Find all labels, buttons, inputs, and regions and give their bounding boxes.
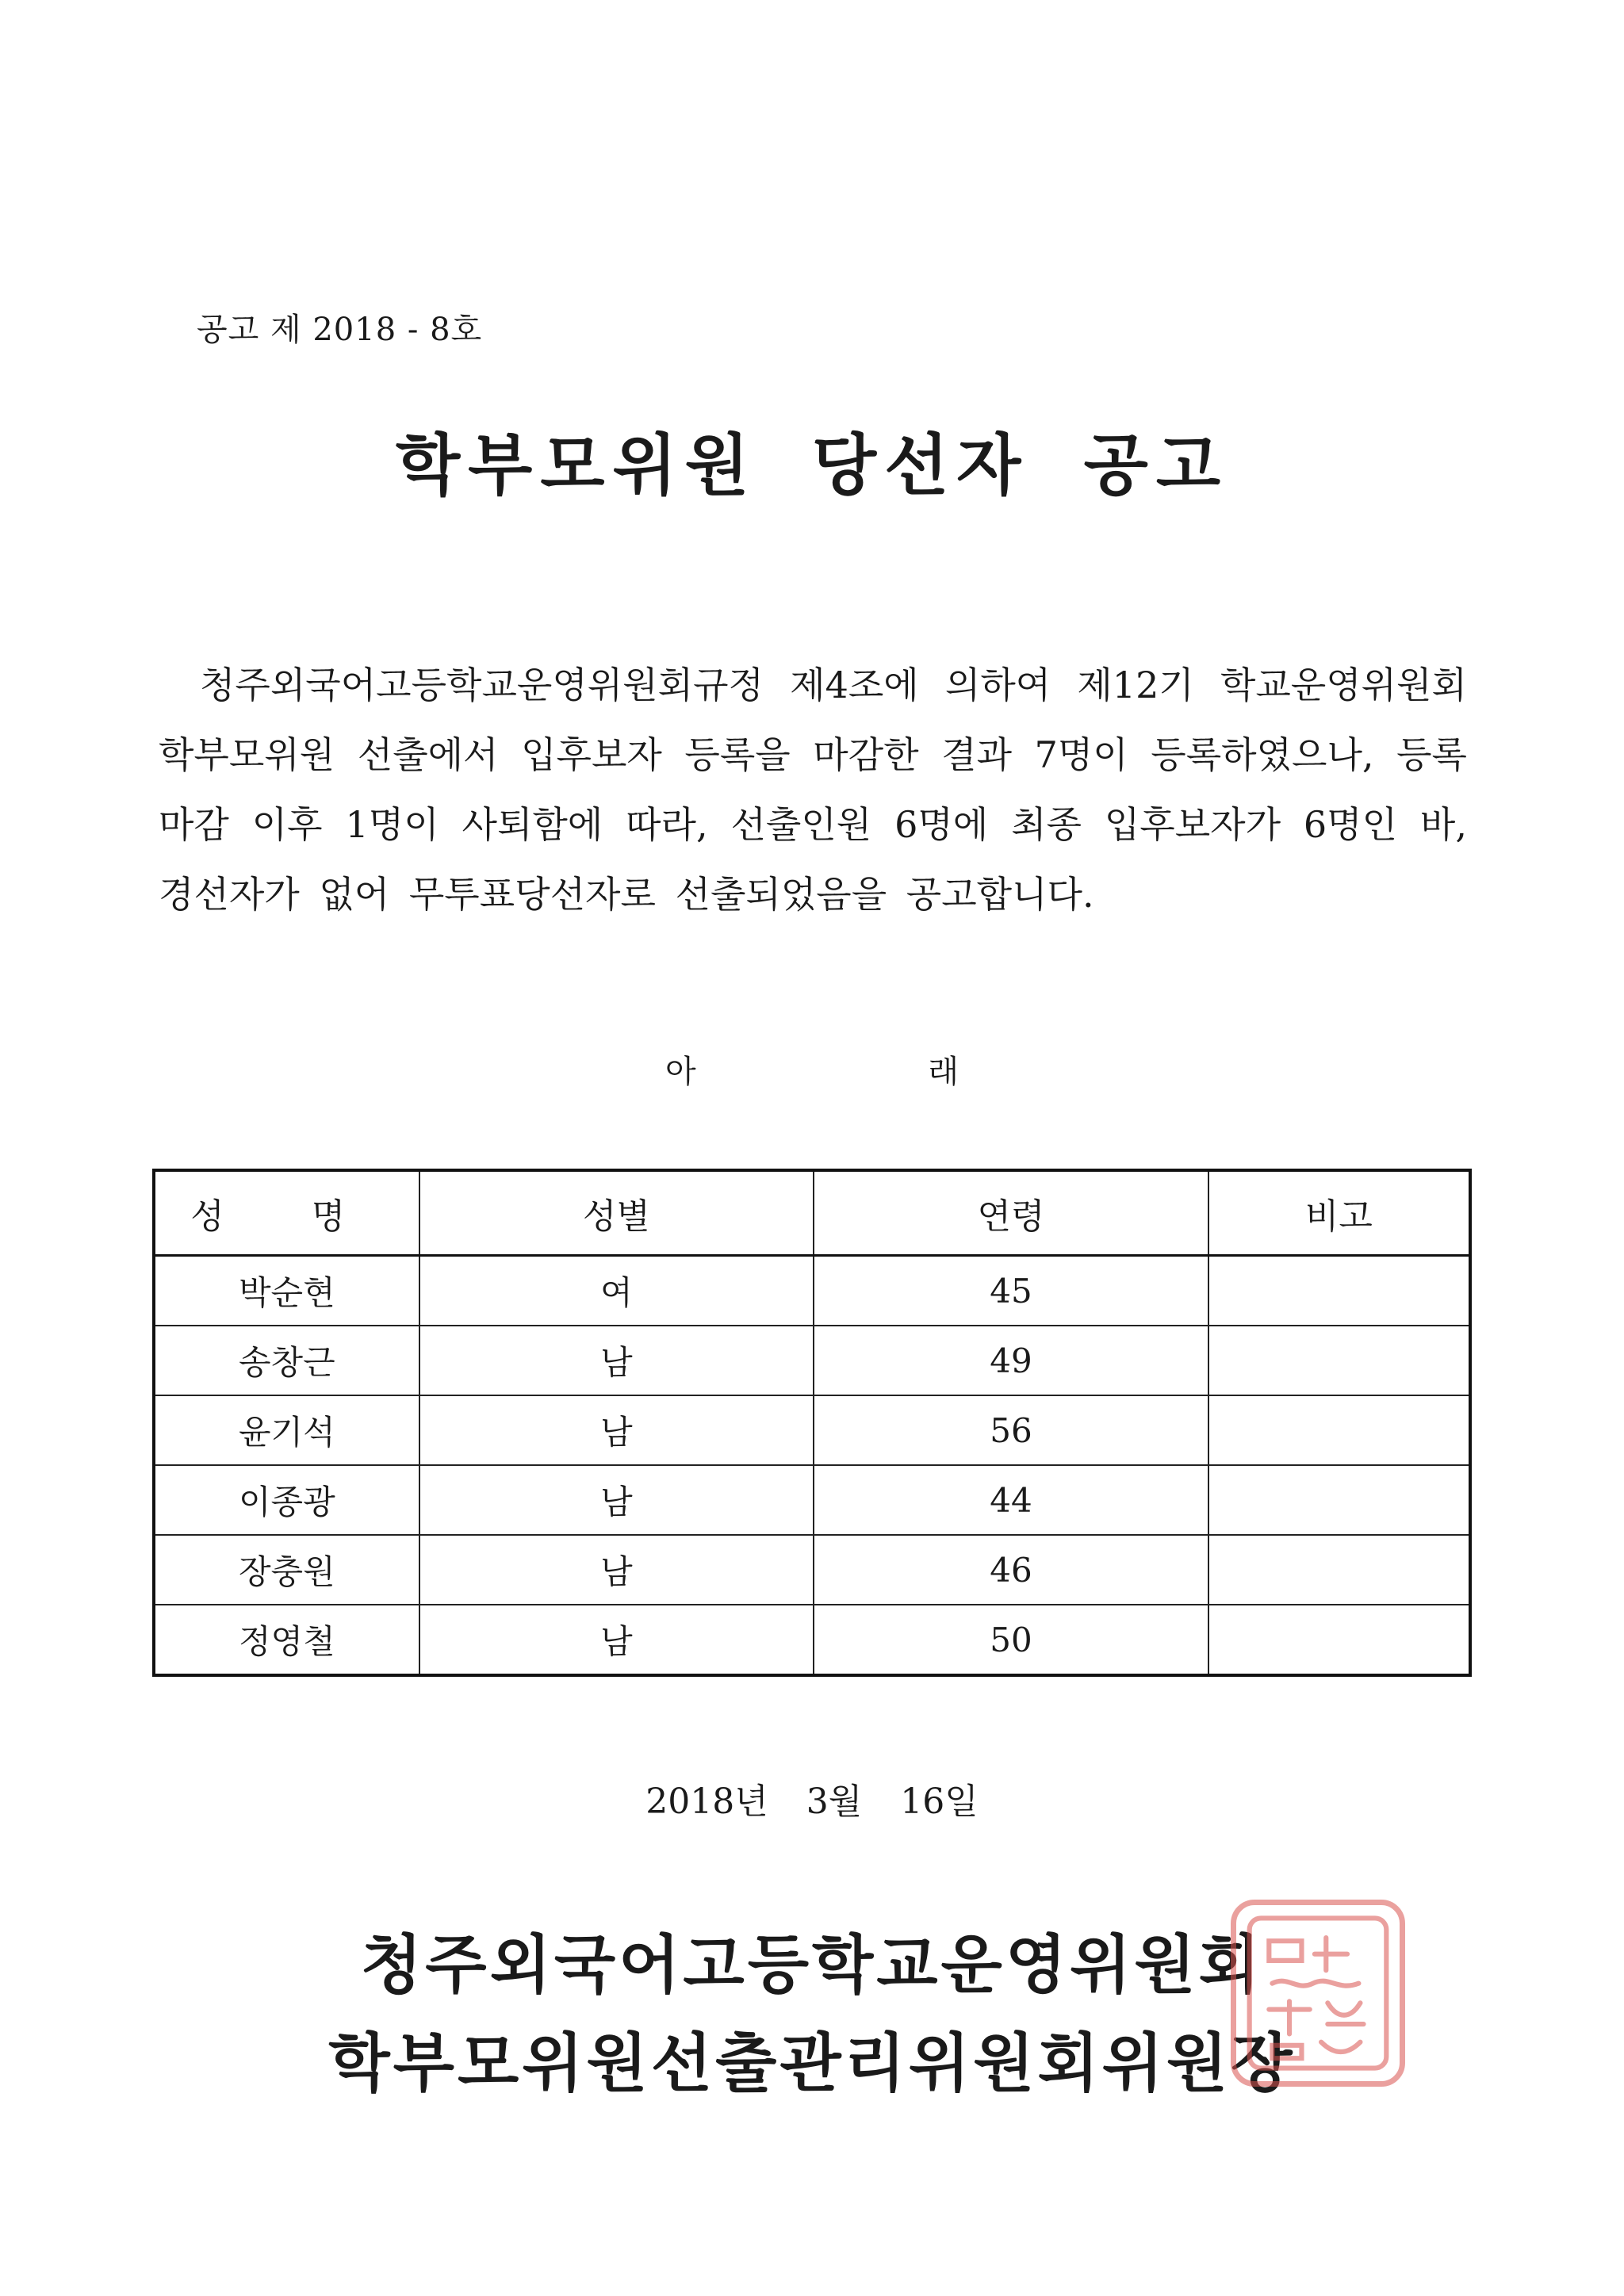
notice-body: 청주외국어고등학교운영위원회규정 제4조에 의하여 제12기 학교운영위원회 학부모위원 선출에서 입후보자 등록을 마감한 결과 7명이 등록하였으나, 등록 마감 이후 1명이 사퇴함에 따라, 선출인원 6명에 최종 입후보자가 6명인 바, 경선자가 없어 무투표당선자로 선출되었음을 공고합니다. — [159, 664, 1467, 916]
cell-age: 50 — [814, 1605, 1208, 1675]
cell-gender: 남 — [419, 1326, 814, 1395]
results-table — [152, 1169, 1472, 1677]
cell-note — [1208, 1535, 1470, 1605]
issuer-organization: 청주외국어고등학교운영위원회 — [361, 1927, 1263, 2002]
official-seal-icon — [1231, 1900, 1405, 2087]
table-row — [154, 1605, 1470, 1675]
cell-note — [1208, 1326, 1470, 1395]
seal-graphic — [1236, 1905, 1400, 2081]
header-name: 성 명 — [154, 1170, 419, 1256]
issue-date: 2018년 3월 16일 — [645, 1781, 979, 1822]
table-row — [154, 1326, 1470, 1395]
cell-name: 이종광 — [154, 1465, 419, 1535]
cell-age: 46 — [814, 1535, 1208, 1605]
cell-note — [1208, 1605, 1470, 1675]
cell-age: 56 — [814, 1395, 1208, 1465]
cell-name: 윤기석 — [154, 1395, 419, 1465]
cell-name: 송창근 — [154, 1326, 419, 1395]
table-row — [154, 1395, 1470, 1465]
cell-gender: 남 — [419, 1465, 814, 1535]
table-header-row — [154, 1170, 1470, 1256]
cell-note — [1208, 1256, 1470, 1326]
notice-number: 공고 제 2018 - 8호 — [197, 312, 483, 348]
table-row — [154, 1256, 1470, 1326]
cell-gender: 남 — [419, 1535, 814, 1605]
cell-gender: 남 — [419, 1605, 814, 1675]
table-row — [154, 1465, 1470, 1535]
cell-name: 장충원 — [154, 1535, 419, 1605]
cell-note — [1208, 1395, 1470, 1465]
cell-age: 44 — [814, 1465, 1208, 1535]
header-note: 비고 — [1208, 1170, 1470, 1256]
cell-name: 정영철 — [154, 1605, 419, 1675]
issuer-title: 학부모위원선출관리위원회위원장 — [328, 2026, 1296, 2100]
below-heading: 아 래 — [665, 1054, 959, 1090]
cell-name: 박순현 — [154, 1256, 419, 1326]
document-title: 학부모위원 당선자 공고 — [396, 426, 1228, 504]
cell-age: 45 — [814, 1256, 1208, 1326]
cell-age: 49 — [814, 1326, 1208, 1395]
cell-gender: 여 — [419, 1256, 814, 1326]
header-gender: 성별 — [419, 1170, 814, 1256]
cell-gender: 남 — [419, 1395, 814, 1465]
cell-note — [1208, 1465, 1470, 1535]
header-age: 연령 — [814, 1170, 1208, 1256]
table-row — [154, 1535, 1470, 1605]
